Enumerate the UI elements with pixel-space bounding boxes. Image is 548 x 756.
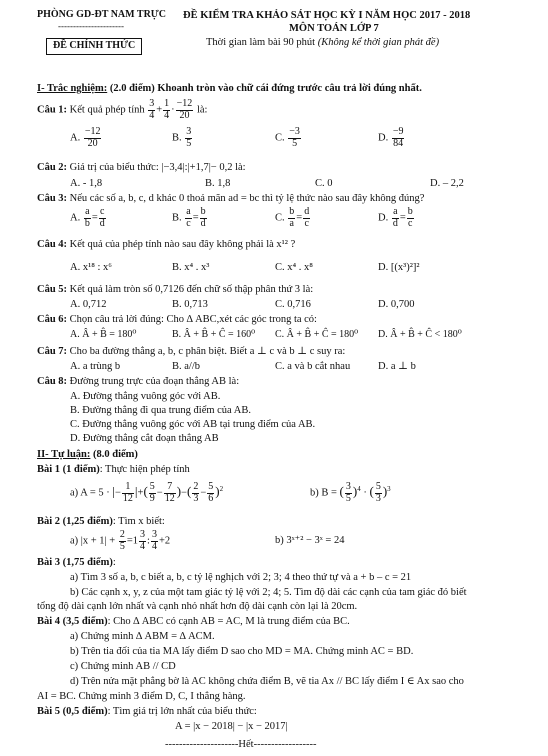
- part1-heading: [37, 82, 422, 95]
- q1-label: Câu 1:: [37, 104, 68, 116]
- exercise-2b: b) 3ˣ⁺² − 3ˣ = 24: [275, 535, 345, 546]
- exercise-3b-line2: tổng độ dài cạnh lớn nhất và cạnh nhỏ nhất hơn độ dài cạnh còn lại là 20cm.: [37, 601, 358, 612]
- question-5: Câu 5: Kết quả làm tròn số 0,7126 đến chữ số thập phân thứ 3 là:: [37, 284, 314, 295]
- exercise-1b: b) B = ( $\frac{3}{5}$ )$^4$ · ( $\frac{5}{3}$ )$^3$: [310, 481, 391, 504]
- q4-option-c: C. x⁴ . x⁸: [275, 262, 313, 273]
- part1-title: I- Trắc nghiệm:: [37, 83, 108, 94]
- q6-option-c: C. Â + B̂ + Ĉ = 180⁰: [275, 329, 359, 340]
- exercise-5: Bài 5 (0,5 điểm): Tìm giá trị lớn nhất của biểu thức:: [37, 706, 257, 717]
- exercise-4: Bài 4 (3,5 điểm): Cho ∆ ABC có cạnh AB = AC, M là trung điểm của BC.: [37, 616, 350, 627]
- q1-option-c: C. $\frac{-3}{5}$: [275, 126, 300, 149]
- exercise-4b: b) Trên tia đối của tia MA lấy điểm D sao cho MD = MA. Chứng minh AC = BD.: [70, 646, 414, 657]
- q7-option-d: D. a ⊥ b: [378, 361, 416, 372]
- q1-option-b: B. $\frac{3}{5}$: [172, 126, 192, 149]
- exercise-3b-line1: b) Các cạnh x, y, z của một tam giác tỷ lệ với 2; 4; 5. Tìm độ dài các cạnh của tam giác đó biết: [70, 587, 467, 598]
- end-marker: ---------------------Hết------------------: [165, 739, 317, 750]
- question-2: Câu 2: Giá trị của biểu thức: |−3,4|:|+1,7|− 0,2 là:: [37, 162, 246, 173]
- part1-instruction: (2.0 điểm) Khoanh tròn vào chữ cái đứng trước câu trả lời đúng nhất.: [107, 83, 422, 94]
- q4-option-b: B. x⁴ . x³: [172, 262, 210, 273]
- q3-option-b: B. $\frac{a}{c}$ = $\frac{b}{d}$: [172, 206, 206, 229]
- exercise-3a: a) Tìm 3 số a, b, c biết a, b, c tỷ lệ nghịch với 2; 3; 4 theo thứ tự và a + b – c = 21: [70, 572, 412, 583]
- q1-option-d: D. $\frac{-9}{84}$: [378, 126, 404, 149]
- q8-option-a: A. Đường thẳng vuông góc với AB.: [70, 391, 221, 402]
- time-note: (Không kể thời gian phát đề): [317, 37, 440, 48]
- q7-option-a: A. a trùng b: [70, 361, 121, 372]
- q4-option-d: D. [(x³)²]²: [378, 262, 420, 273]
- exercise-4a: a) Chứng minh ∆ ABM = ∆ ACM.: [70, 631, 215, 642]
- exam-subject: MÔN TOÁN LỚP 7: [289, 23, 379, 34]
- question-6: Câu 6: Chọn câu trả lời đúng: Cho ∆ ABC,xét các góc trong ta có:: [37, 314, 317, 325]
- department-rule: ----------------------: [58, 21, 124, 31]
- question-1: Câu 1: Kết quả phép tính $\frac{3}{4}$ + $\frac{1}{4}$ · $\frac{-12}{20}$ là:: [37, 98, 208, 121]
- exercise-5-expression: A = |x − 2018| − |x − 2017|: [175, 721, 288, 732]
- exercise-4c: c) Chứng minh AB // CD: [70, 661, 176, 672]
- part2-points: (8.0 điểm): [90, 449, 138, 460]
- q5-option-a: A. 0,712: [70, 299, 107, 310]
- q3-option-d: D. $\frac{a}{d}$ = $\frac{b}{c}$: [378, 206, 413, 229]
- q3-option-c: C. $\frac{b}{a}$ = $\frac{d}{c}$: [275, 206, 310, 229]
- q2-option-c: C. 0: [315, 178, 333, 189]
- q7-option-b: B. a//b: [172, 361, 200, 372]
- q2-option-a: A. - 1,8: [70, 178, 103, 189]
- department-name: PHÒNG GD-ĐT NAM TRỰC: [37, 9, 166, 20]
- q4-option-a: A. x¹⁸ : x⁶: [70, 262, 112, 273]
- exercise-4d-line2: AI = BC. Chứng minh 3 điểm D, C, I thẳng hàng.: [37, 691, 246, 702]
- q1-end: là:: [194, 104, 208, 116]
- exercise-1a: a) A = 5 · |− $\frac{1}{12}$ |+( $\frac{5}{9}$ − $\frac{7}{12}$ )−( $\frac{2}{3}$ − $\frac{5}{6}$ )$^2$: [70, 481, 224, 504]
- time-main: Thời gian làm bài 90 phút: [206, 37, 318, 48]
- q5-option-d: D. 0,700: [378, 299, 415, 310]
- question-3: Câu 3: Nếu các số a, b, c, d khác 0 thoả mãn ad = bc thì tỷ lệ thức nào sau đây không đúng?: [37, 193, 425, 204]
- question-4: Câu 4: Kết quả của phép tính nào sau đây không phải là x¹² ?: [37, 239, 296, 250]
- q3-option-a: A. $\frac{a}{b}$ = $\frac{c}{d}$: [70, 206, 105, 229]
- exercise-2: Bài 2 (1,25 điểm): Tìm x biết:: [37, 516, 165, 527]
- q8-option-d: D. Đường thẳng cắt đoạn thẳng AB: [70, 433, 219, 444]
- part2-title: II- Tự luận:: [37, 449, 91, 460]
- official-label: ĐỀ CHÍNH THỨC: [46, 38, 142, 55]
- q8-option-b: B. Đường thẳng đi qua trung điểm của AB.: [70, 405, 251, 416]
- q1-text: Kết quả phép tính: [67, 104, 148, 116]
- q5-option-b: B. 0,713: [172, 299, 208, 310]
- q1-option-a: A. $\frac{-12}{20}$: [70, 126, 101, 149]
- q7-option-c: C. a và b cắt nhau: [275, 361, 351, 372]
- q6-option-b: B. Â + B̂ + Ĉ = 160⁰: [172, 329, 256, 340]
- question-8: Câu 8: Đường trung trực của đoạn thẳng AB là:: [37, 376, 240, 387]
- exercise-3: Bài 3 (1,75 điểm):: [37, 557, 116, 568]
- q6-option-a: A. Â + B̂ = 180⁰: [70, 329, 137, 340]
- q5-option-c: C. 0,716: [275, 299, 311, 310]
- q8-option-c: C. Đường thẳng vuông góc với AB tại trung điểm của AB.: [70, 419, 316, 430]
- q2-option-d: D. – 2,2: [430, 178, 464, 189]
- part2-heading: [37, 448, 138, 461]
- exam-title: ĐỀ KIỂM TRA KHẢO SÁT HỌC KỲ I NĂM HỌC 2017 - 2018: [183, 10, 471, 21]
- question-7: Câu 7: Cho ba đường thẳng a, b, c phân biệt. Biết a ⊥ c và b ⊥ c suy ra:: [37, 346, 346, 357]
- q2-option-b: B. 1,8: [205, 178, 231, 189]
- exercise-1: Bài 1 (1 điểm): Thực hiện phép tính: [37, 464, 190, 475]
- q6-option-d: D. Â + B̂ + Ĉ < 180⁰: [378, 329, 462, 340]
- exercise-4d-line1: d) Trên nửa mặt phẳng bờ là AC không chứa điểm B, vẽ tia Ax // BC lấy điểm I ∈ Ax sao cho: [70, 676, 464, 687]
- exam-time: [206, 36, 439, 49]
- exercise-2a: a) |x + 1| + $\frac{2}{5}$ =1 $\frac{3}{4}$ : $\frac{3}{4}$ +2: [70, 529, 171, 552]
